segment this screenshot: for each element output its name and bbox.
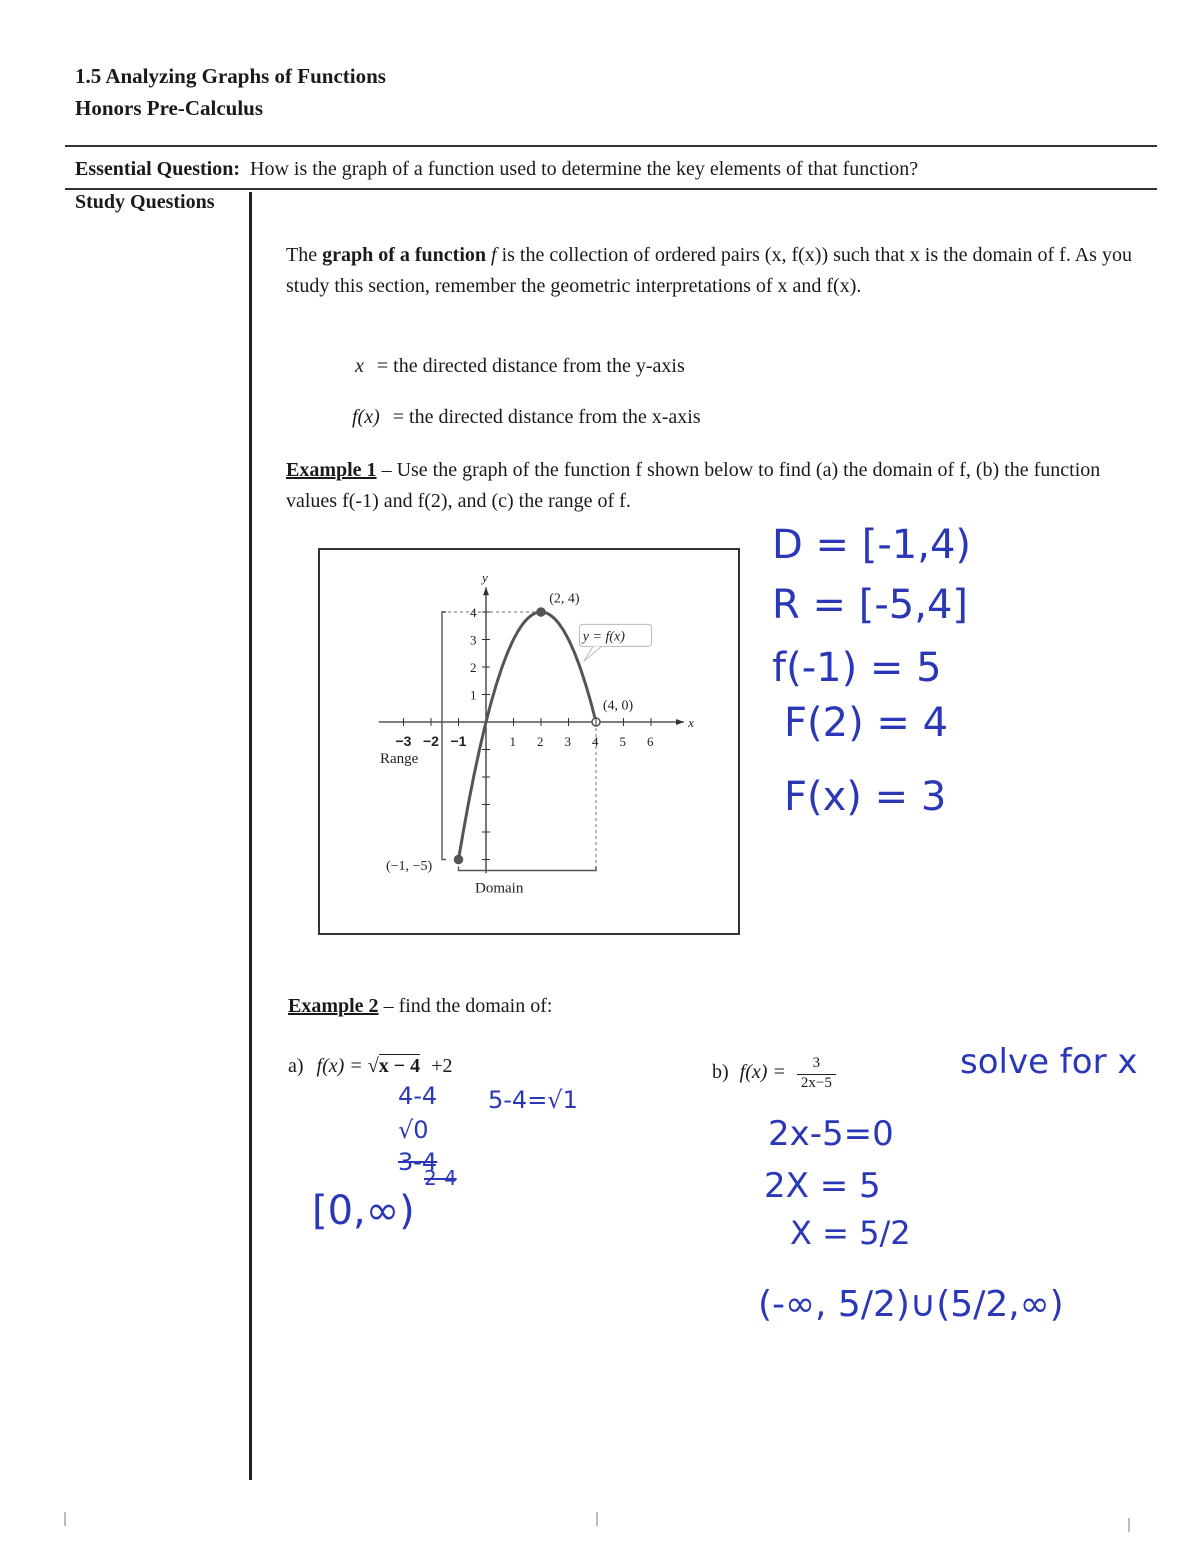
part-a-tail: +2	[431, 1055, 453, 1077]
hw-range: R = [-5,4]	[772, 582, 968, 628]
x-tick-label: 6	[647, 734, 654, 749]
point-start-label: (−1, −5)	[386, 859, 433, 874]
hw-f-neg1: f(-1) = 5	[772, 645, 942, 691]
x-tick-label: 3	[564, 734, 571, 749]
hw-b-line2: 2X = 5	[764, 1166, 881, 1206]
def-x-text: = the directed distance from the y-axis	[376, 355, 685, 377]
range-label: Range	[380, 751, 419, 767]
essential-question-text: How is the graph of a function used to determine the key elements of that function?	[250, 158, 919, 180]
hw-b-line1: 2x-5=0	[768, 1114, 894, 1154]
scan-mark-center	[596, 1512, 598, 1526]
part-a-label: a)	[288, 1055, 304, 1077]
hw-a-line3: 3-4	[398, 1148, 438, 1176]
top-rule	[65, 145, 1157, 147]
y-axis-label: y	[482, 569, 488, 585]
scan-mark-right	[1128, 1518, 1130, 1532]
study-questions-label: Study Questions	[75, 191, 215, 213]
part-b-label: b)	[712, 1061, 729, 1084]
hw-a-answer: [0,∞)	[312, 1188, 415, 1234]
function-curve	[459, 612, 597, 860]
scan-mark-left	[64, 1512, 66, 1526]
definition-x	[355, 355, 685, 378]
curve-label: y = f(x)	[582, 629, 625, 645]
part-b-numerator: 3	[797, 1055, 836, 1075]
example2-b	[712, 1055, 836, 1092]
part-a-radicand: x − 4	[378, 1055, 421, 1077]
graph-box	[318, 548, 740, 935]
intro-f: f	[491, 244, 497, 266]
x-axis-label: x	[688, 715, 694, 730]
hw-f-x: F(x) = 3	[784, 774, 947, 820]
intro-paragraph	[286, 240, 1146, 302]
hw-a-line2: √0	[398, 1116, 429, 1144]
x-tick-label: −2	[423, 733, 439, 749]
hw-a-line3b: 2-4	[424, 1166, 457, 1190]
example1-text: – Use the graph of the function f shown below to find (a) the domain of f, (b) the function values f(-1) and f(2), and (c) the range of f.	[286, 459, 1101, 512]
x-tick-label: 2	[537, 734, 544, 749]
def-fx-var: f(x)	[352, 406, 380, 428]
essential-question	[75, 158, 918, 181]
function-graph	[320, 550, 738, 933]
column-divider	[249, 192, 252, 1480]
page-title: 1.5 Analyzing Graphs of Functions	[75, 64, 386, 88]
example1-prompt	[286, 455, 1146, 517]
def-fx-text: = the directed distance from the x-axis	[392, 406, 701, 428]
x-tick-label: −1	[450, 733, 467, 749]
x-tick-label: 4	[592, 734, 599, 749]
part-b-fraction	[797, 1055, 836, 1092]
intro-text-start: The	[286, 244, 318, 266]
hw-domain: D = [-1,4)	[772, 522, 972, 568]
data-point	[537, 608, 545, 616]
example2-text: – find the domain of:	[383, 995, 553, 1017]
range-bracket	[442, 612, 446, 860]
x-tick-label: −3	[395, 733, 412, 749]
example2-label: Example 2	[288, 995, 379, 1017]
y-tick-label: 1	[470, 687, 477, 703]
hw-b-line3: X = 5/2	[790, 1214, 911, 1252]
intro-bold-term: graph of a function	[322, 244, 486, 266]
curve-label-pointer	[584, 646, 602, 661]
intro-text-rest: is the collection of ordered pairs (x, f(x)) such that x is the domain of f. As you study this section, remember the geometric interpretations of x and f(x).	[286, 244, 1132, 297]
point-end-label: (4, 0)	[602, 698, 634, 714]
course-name: Honors Pre-Calculus	[75, 96, 264, 120]
definition-fx	[352, 406, 701, 429]
hw-b-note: solve for x	[960, 1042, 1138, 1082]
tick-layer	[404, 612, 652, 860]
example1-label: Example 1	[286, 459, 377, 481]
hw-b-answer: (-∞, 5/2)∪(5/2,∞)	[758, 1284, 1064, 1325]
x-tick-label: 5	[619, 734, 626, 749]
data-point	[455, 856, 463, 864]
x-tick-label: 1	[509, 734, 516, 749]
part-b-denominator: 2x−5	[800, 1075, 832, 1091]
sqrt-sign: √	[367, 1055, 379, 1077]
example2-a	[288, 1055, 452, 1078]
hw-f-2: F(2) = 4	[784, 700, 949, 746]
part-b-fx: f(x) =	[739, 1061, 786, 1084]
domain-label: Domain	[475, 880, 524, 897]
essential-question-label: Essential Question:	[75, 158, 241, 180]
y-tick-label: 3	[470, 632, 477, 648]
hw-a-line1b: 5-4=√1	[488, 1086, 578, 1114]
point-max-label: (2, 4)	[549, 591, 580, 607]
question-rule	[65, 188, 1157, 190]
def-x-var: x	[355, 355, 364, 377]
y-axis-arrow	[483, 587, 489, 595]
y-tick-label: 4	[470, 605, 477, 620]
part-a-fx: f(x) =	[316, 1055, 368, 1077]
example2-prompt	[288, 995, 552, 1018]
y-tick-label: 2	[470, 660, 477, 675]
x-axis-arrow	[676, 719, 684, 725]
hw-a-line1: 4-4	[398, 1082, 438, 1110]
domain-bracket	[459, 867, 597, 871]
label-layer	[380, 570, 694, 897]
